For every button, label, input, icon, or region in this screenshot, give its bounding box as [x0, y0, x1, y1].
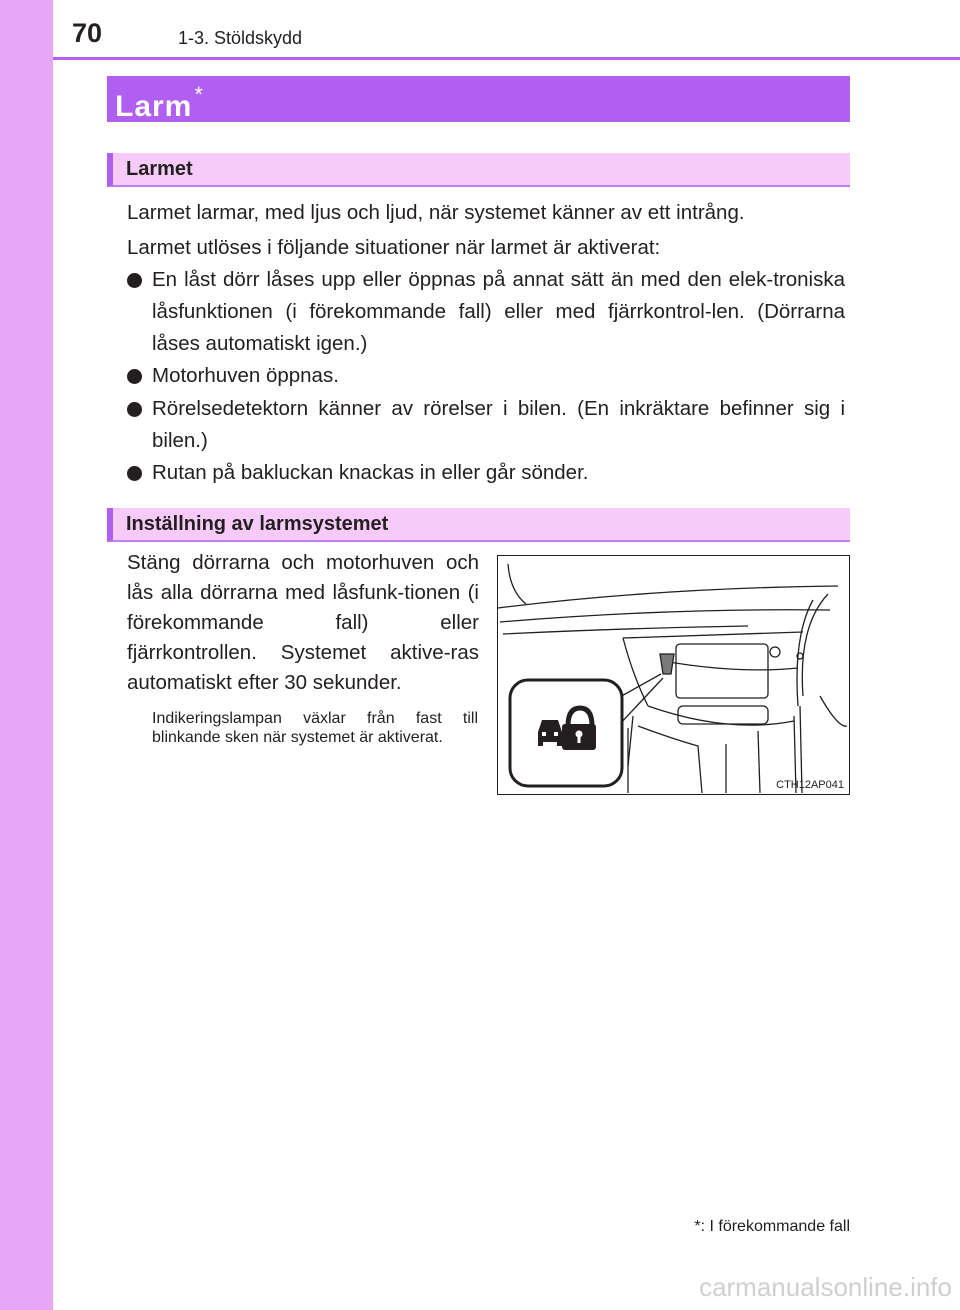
- dashboard-drawing: [498, 556, 848, 793]
- page-title: [115, 82, 204, 124]
- title-label: Larm: [115, 90, 193, 123]
- indicator-note: Indikeringslampan växlar från fast till blinkande sken när systemet är aktiverat.: [152, 710, 478, 746]
- chapter-title: 1-3. Stöldskydd: [178, 28, 303, 48]
- bullet-dot: [127, 273, 142, 288]
- page-number: 70: [72, 18, 103, 48]
- watermark: carmanualsonline.info: [699, 1272, 952, 1302]
- bullet-text: Motorhuven öppnas.: [152, 364, 339, 387]
- bullet-dot: [127, 369, 142, 384]
- footnote-text: : I förekommande fall: [700, 1218, 850, 1235]
- bullet-dot: [127, 466, 142, 481]
- footnote: [694, 1218, 850, 1236]
- section-heading-installning: [107, 508, 850, 542]
- footnote-mark: *: [694, 1218, 701, 1235]
- dashboard-illustration: [497, 555, 850, 795]
- bullet-item: [127, 264, 845, 360]
- side-tab: [0, 0, 53, 1310]
- title-mark: *: [194, 82, 204, 107]
- bullet-dot: [127, 402, 142, 417]
- title-bar: [107, 76, 850, 122]
- bullet-text: En låst dörr låses upp eller öppnas på annat sätt än med den elek-troniska låsfunktionen (i förekommande fall) eller med fjärrkontrol-len. (Dörrarna låses automatiskt igen.): [152, 268, 845, 355]
- setup-paragraph: Stäng dörrarna och motorhuven och lås alla dörrarna med låsfunk-tionen (i förekommande fall) eller fjärrkontrollen. Systemet aktive-ras automatiskt efter 30 sekunder.: [127, 551, 479, 694]
- section-heading-label: Inställning av larmsystemet: [126, 513, 389, 535]
- bullet-text: Rörelsedetektorn känner av rörelser i bilen. (En inkräktare befinner sig i bilen.): [152, 397, 845, 452]
- section-heading-larmet: [107, 153, 850, 187]
- bullet-item: [127, 457, 845, 489]
- intro-paragraph-1: Larmet larmar, med ljus och ljud, när systemet känner av ett intrång.: [127, 201, 745, 224]
- bullet-text: Rutan på bakluckan knackas in eller går sönder.: [152, 461, 589, 484]
- bullet-item: [127, 360, 845, 392]
- section-heading-label: Larmet: [126, 158, 193, 180]
- header-rule: [53, 57, 960, 60]
- bullet-item: [127, 393, 845, 457]
- illustration-code: CTH12AP041: [776, 779, 844, 791]
- intro-paragraph-2: Larmet utlöses i följande situationer när larmet är aktiverat:: [127, 236, 661, 259]
